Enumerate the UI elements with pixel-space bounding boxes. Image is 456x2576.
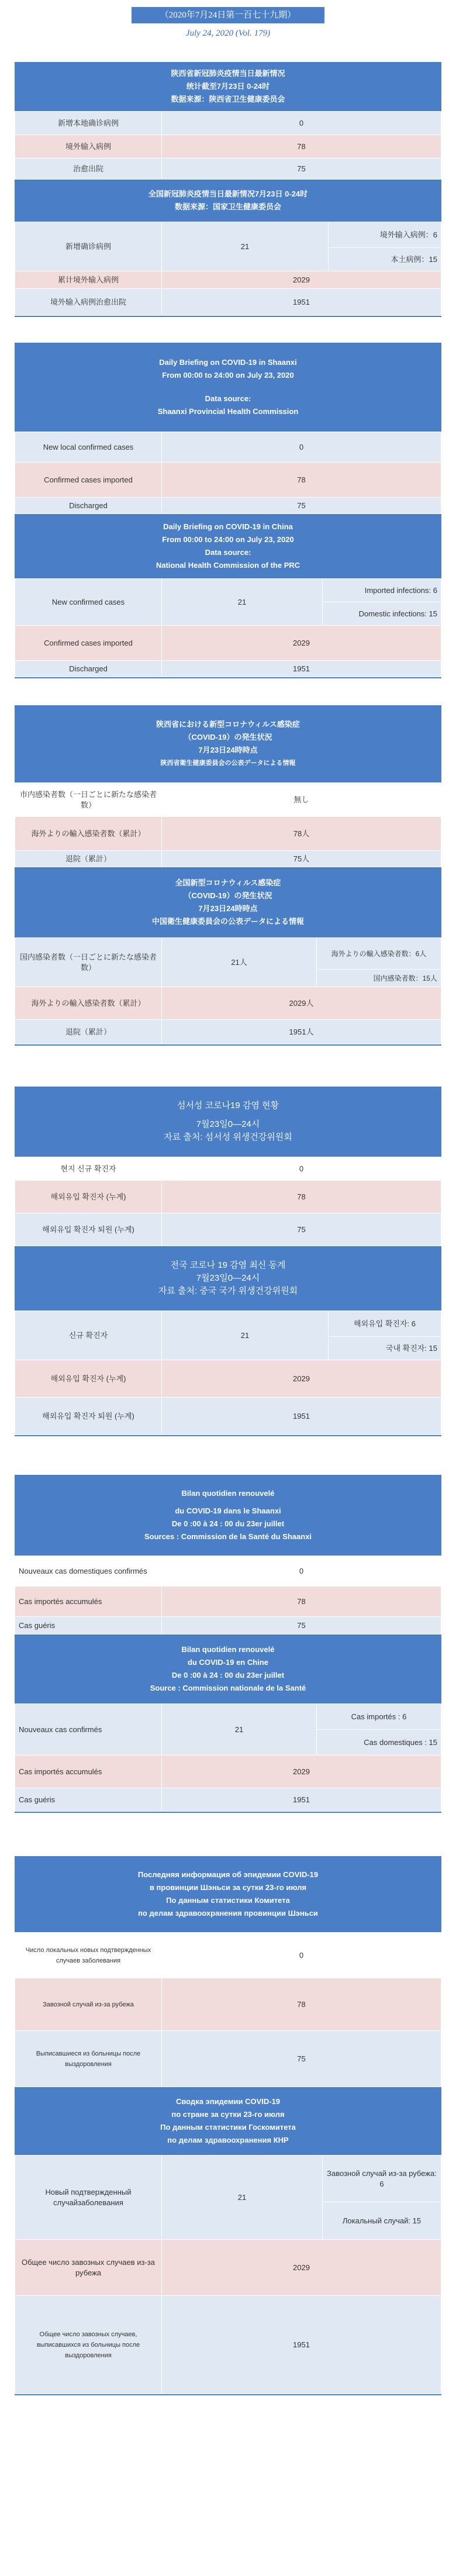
shaanxi-table-en <box>15 432 441 514</box>
section-korean <box>15 1087 441 1436</box>
table-row: 退院（累計） 75人 <box>15 851 441 867</box>
national-header-ko: 전국 코로나 19 감염 최신 동계 7월23일0—24시 자료 출처: 중국 국가 위생건강위원회 <box>15 1246 441 1311</box>
divider <box>15 1435 441 1436</box>
shaanxi-table-zh <box>15 111 441 180</box>
table-row: Локальный случай: 15 <box>15 2202 441 2240</box>
section-russian <box>15 1856 441 2395</box>
section-chinese <box>15 62 441 317</box>
table-row: 海外よりの輸入感染者数（累計） 2029人 <box>15 987 441 1020</box>
shaanxi-table-ko <box>15 1157 441 1246</box>
section-french <box>15 1475 441 1813</box>
shaanxi-header-en: Daily Briefing on COVID-19 in Shaanxi From 00:00 to 24:00 on July 23, 2020 Data source: Shaanxi Provincial Health Commission <box>15 343 441 432</box>
table-row: 현지 신규 확진자 0 <box>15 1157 441 1181</box>
national-header-zh: 全国新冠肺炎疫情当日最新情况7月23日 0-24时 数据来源：国家卫生健康委员会 <box>15 180 441 222</box>
national-header-en: Daily Briefing on COVID-19 in China From 00:00 to 24:00 on July 23, 2020 Data source: National Health Commission of the PRC <box>15 514 441 578</box>
national-table-en <box>15 578 441 677</box>
shaanxi-table-fr <box>15 1556 441 1634</box>
shaanxi-header-zh: 陕西省新冠肺炎疫情当日最新情况 统计截至7月23日 0-24时 数据来源：陕西省卫生健康委员会 <box>15 62 441 111</box>
national-table-ko <box>15 1311 441 1435</box>
table-row: New local confirmed cases 0 <box>15 432 441 463</box>
table-row: 新增确诊病例 21 境外输入病例：6 <box>15 222 441 248</box>
table-row: Общее число завозных случаев, выписавшихся из больницы после выздоровления 1951 <box>15 2296 441 2394</box>
table-row: Общее число завозных случаев из-за рубежа 2029 <box>15 2240 441 2296</box>
section-japanese <box>15 705 441 1046</box>
table-row: 累计境外输入病例 2029 <box>15 271 441 289</box>
table-row: 退院（累計） 1951人 <box>15 1020 441 1044</box>
divider <box>15 316 441 317</box>
issue-banner: （2020年7月24日第一百七十九期） <box>132 7 324 23</box>
national-table-fr <box>15 1703 441 1812</box>
table-row: 해외유입 확진자 퇴원 (누계) 75 <box>15 1213 441 1246</box>
table-row: 국내 확진자: 15 <box>15 1337 441 1360</box>
table-row: Nouveaux cas confirmés 21 Cas importés : 6 <box>15 1704 441 1730</box>
table-row: 治愈出院 75 <box>15 158 441 180</box>
shaanxi-header-ja: 陝西省における新型コロナウィルス感染症 （COVID-19）の発生状況 7月23日24時時点 陝西省衛生健康委員会の公表データによる情報 <box>15 705 441 782</box>
table-row: Cas importés accumulés 2029 <box>15 1756 441 1788</box>
page <box>0 7 456 2395</box>
national-table-ru <box>15 2155 441 2394</box>
table-row: 新增本地确诊病例 0 <box>15 112 441 135</box>
shaanxi-table-ja <box>15 782 441 867</box>
table-row: New confirmed cases 21 Imported infections: 6 <box>15 579 441 602</box>
table-row: 해외유입 확진자 (누계) 2029 <box>15 1360 441 1398</box>
table-row: 境外输入病例 78 <box>15 135 441 158</box>
shaanxi-header-ko: 섬서성 코로나19 감염 현황 7월23일0—24시 자료 출처: 섬서성 위생건강위원회 <box>15 1087 441 1157</box>
table-row: Confirmed cases imported 78 <box>15 463 441 498</box>
shaanxi-header-ru: Последняя информация об эпидемии COVID-19 в провинции Шэньси за сутки 23-го июля По данным статистики Комитета по делам здравоохранения провинции Шэньси <box>15 1856 441 1932</box>
shaanxi-header-fr: Bilan quotidien renouvelé du COVID-19 dans le Shaanxi De 0 :00 à 24 : 00 du 23er juillet Sources : Commission de la Santé du Shaanxi <box>15 1475 441 1556</box>
table-row: 市内感染者数（一日ごとに新たな感染者数） 無し <box>15 783 441 817</box>
table-row: 国内感染者数：15人 <box>15 970 441 987</box>
table-row: Cas guéris 75 <box>15 1617 441 1634</box>
table-row: Выписавшиеся из больницы после выздоровления 75 <box>15 2031 441 2087</box>
table-row: Domestic infections: 15 <box>15 602 441 626</box>
divider <box>15 2394 441 2395</box>
table-row: Число локальных новых подтвержденных случаев заболевания 0 <box>15 1933 441 1978</box>
national-table-zh <box>15 222 441 316</box>
table-row: 해외유입 확진자 (누계) 78 <box>15 1181 441 1213</box>
table-row: 신규 확진자 21 해외유입 확진자: 6 <box>15 1311 441 1337</box>
table-row: 本土病例：15 <box>15 248 441 271</box>
table-row: 해외유입 확진자 퇴원 (누계) 1951 <box>15 1398 441 1435</box>
table-row: Новый подтвержденный случайзаболевания 21 Завозной случай из-за рубежа: 6 <box>15 2156 441 2202</box>
national-header-fr: Bilan quotidien renouvelé du COVID-19 en Chine De 0 :00 à 24 : 00 du 23er juillet Source : Commission nationale de la Santé <box>15 1634 441 1703</box>
table-row: Nouveaux cas domestiques confirmés 0 <box>15 1556 441 1587</box>
national-header-ja: 全国新型コロナウィルス感染症 （COVID-19）の発生状況 7月23日24時時点 中国衛生健康委員会の公表データによる情報 <box>15 867 441 937</box>
table-row: 海外よりの輸入感染者数（累計） 78人 <box>15 817 441 851</box>
issue-subtitle: July 24, 2020 (Vol. 179) <box>185 29 271 38</box>
table-row: Завозной случай из-за рубежа 78 <box>15 1978 441 2031</box>
section-english <box>15 343 441 678</box>
divider <box>15 677 441 678</box>
table-row: Cas domestiques : 15 <box>15 1730 441 1756</box>
table-row: Cas importés accumulés 78 <box>15 1587 441 1617</box>
table-row: Confirmed cases imported 2029 <box>15 626 441 661</box>
divider <box>15 1044 441 1046</box>
national-header-ru: Сводка эпидемии COVID-19 по стране за сутки 23-го июля По данным статистики Госкомитета по делам здравоохранения КНР <box>15 2087 441 2155</box>
table-row: Discharged 1951 <box>15 661 441 677</box>
table-row: 国内感染者数（一日ごとに新たな感染者数） 21人 海外よりの輸入感染者数：6人 <box>15 938 441 970</box>
table-row: Cas guéris 1951 <box>15 1788 441 1812</box>
shaanxi-table-ru <box>15 1932 441 2087</box>
table-row: Discharged 75 <box>15 498 441 514</box>
national-table-ja <box>15 937 441 1044</box>
divider <box>15 1812 441 1813</box>
table-row: 境外输入病例治愈出院 1951 <box>15 289 441 316</box>
